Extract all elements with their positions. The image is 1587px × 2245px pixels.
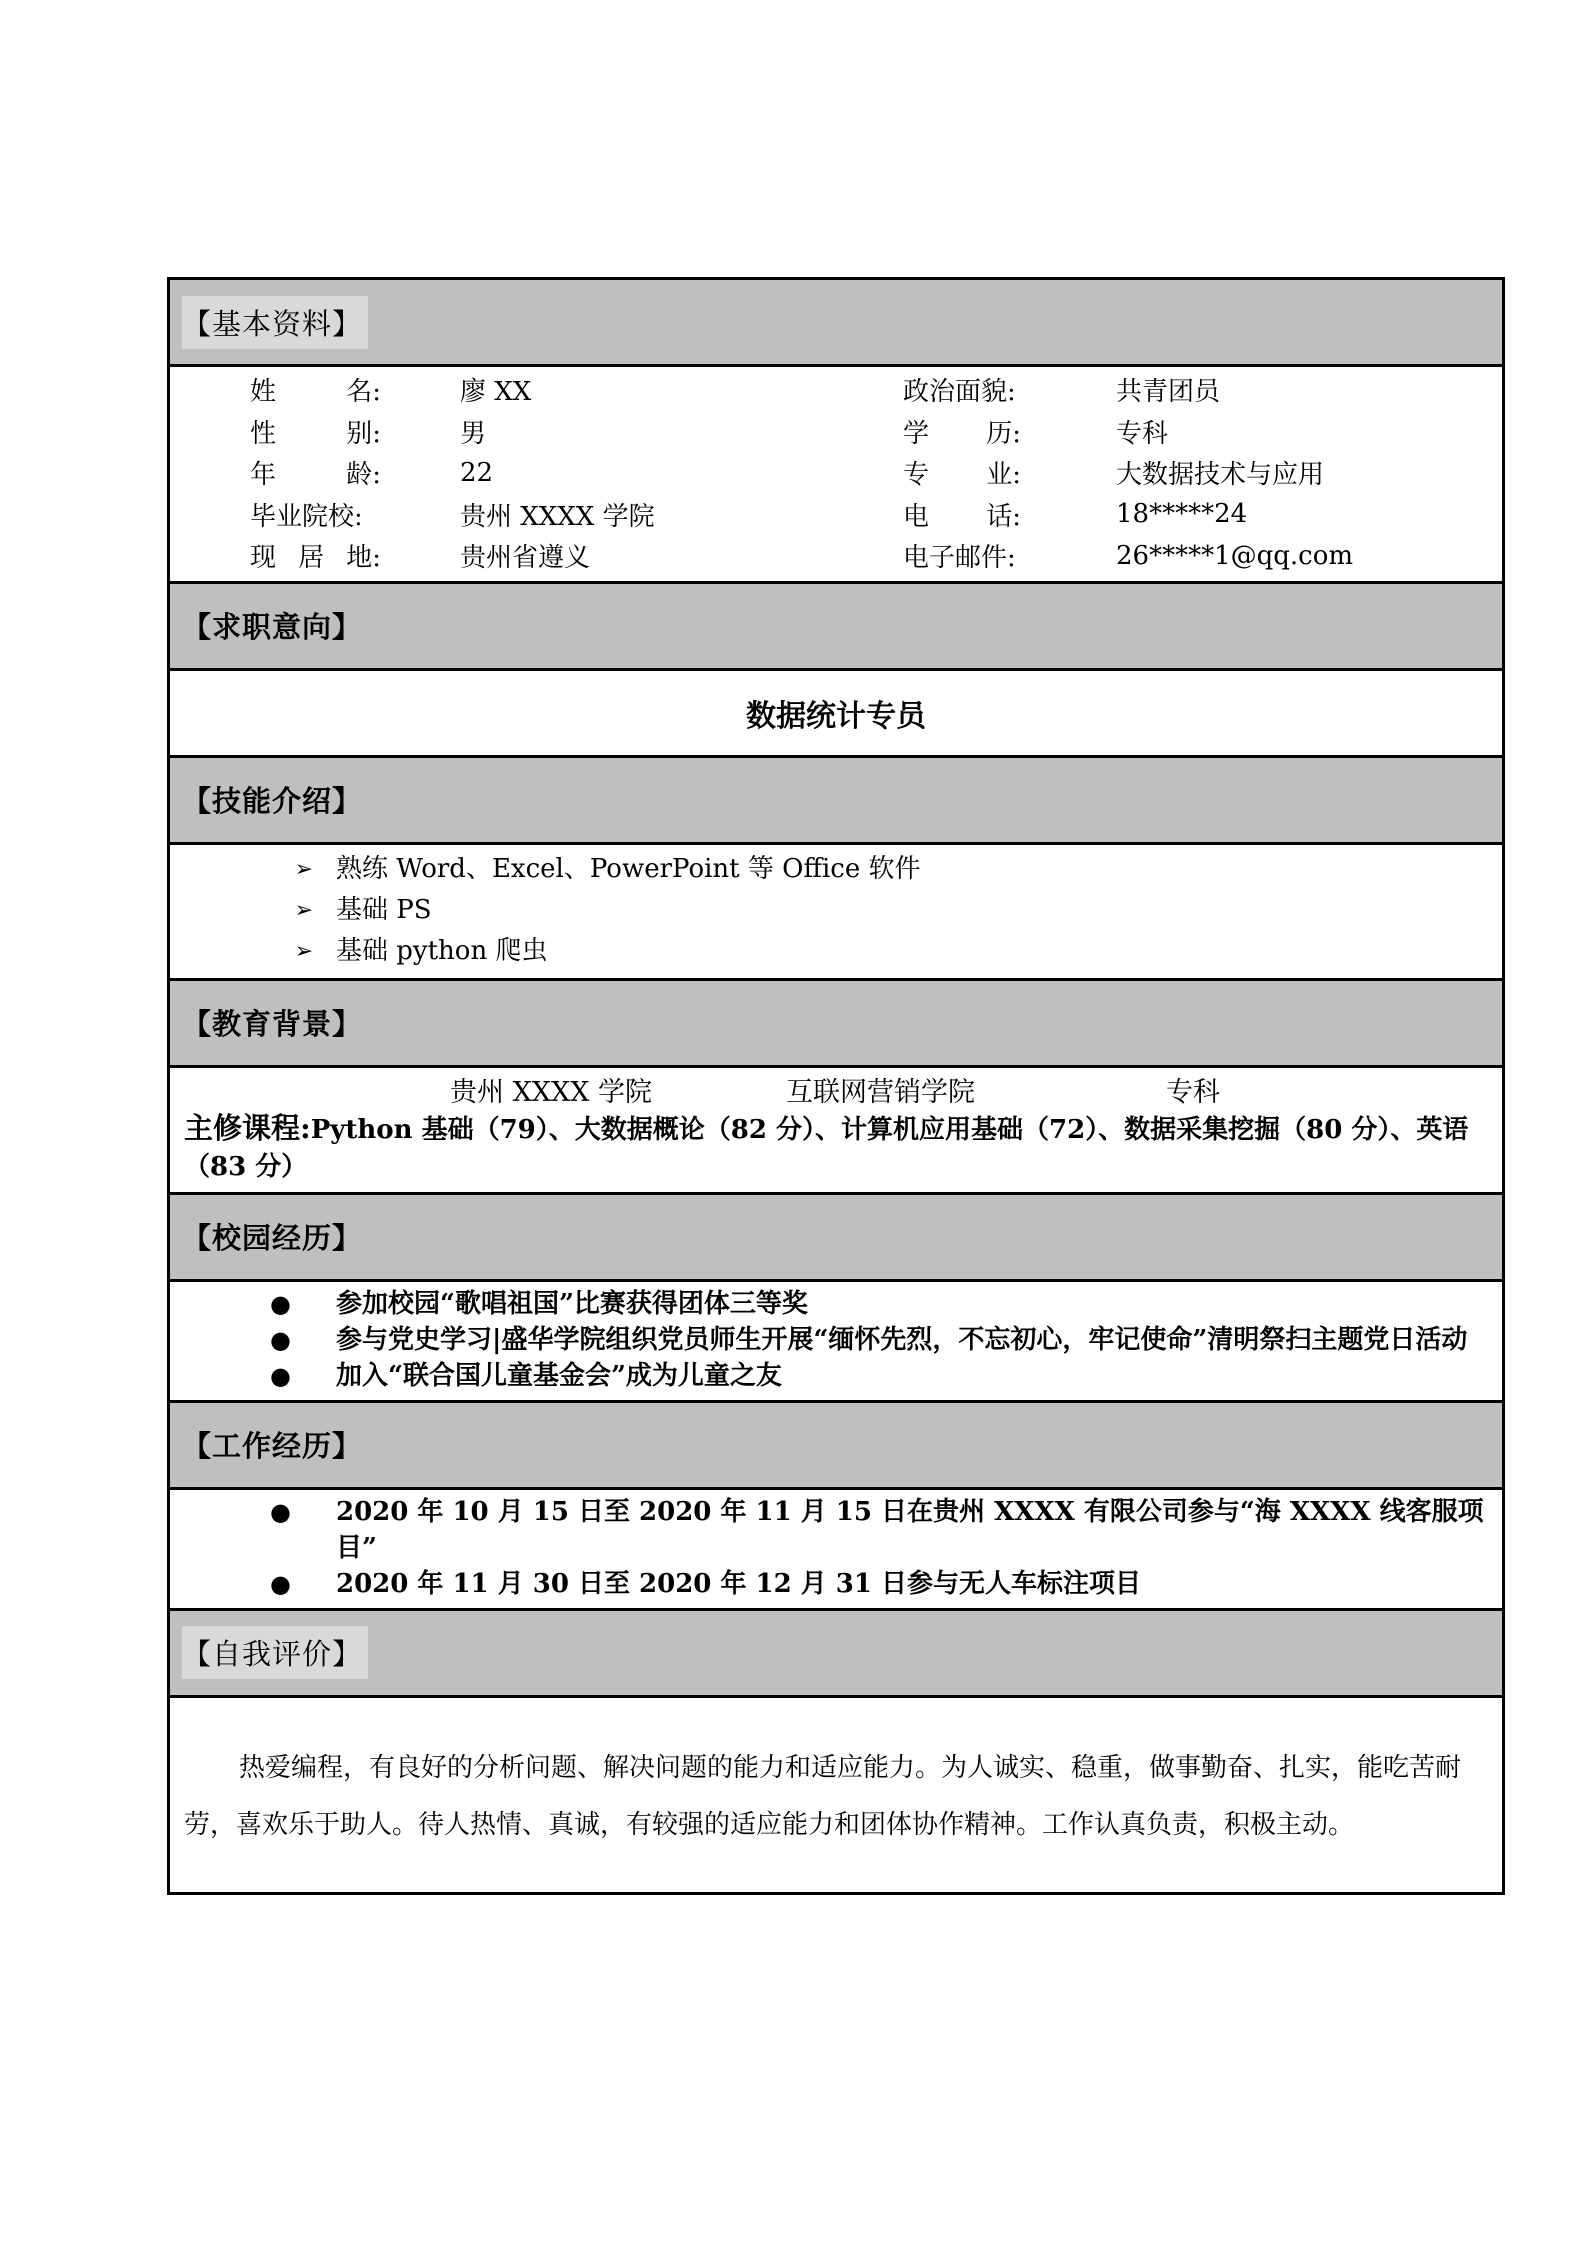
field-value: 共青团员 bbox=[1116, 377, 1221, 408]
section-title-campus: 【校园经历】 bbox=[182, 1221, 363, 1255]
arrow-bullet-icon: ➢ bbox=[294, 938, 313, 964]
field-value: 大数据技术与应用 bbox=[1116, 460, 1325, 491]
list-item: ● 2020 年 10 月 15 日至 2020 年 11 月 15 日在贵州 XXXX 有限公司参与“海 XXXX 线客服项目” bbox=[170, 1494, 1502, 1566]
field-label: 电 话: bbox=[903, 501, 1021, 532]
courses bbox=[184, 1110, 1502, 1186]
info-row bbox=[170, 494, 1502, 536]
list-item: ● 参加校园“歌唱祖国”比赛获得团体三等奖 bbox=[170, 1286, 1502, 1322]
work-list bbox=[170, 1490, 1502, 1608]
field-value: 廖 XX bbox=[460, 377, 532, 408]
degree: 专科 bbox=[1166, 1077, 1220, 1108]
section-header-basic bbox=[170, 280, 1502, 367]
courses-label: 主修课程: bbox=[184, 1110, 311, 1145]
list-item: ➢ 基础 python 爬虫 bbox=[170, 931, 1502, 972]
field-label: 毕业院校: bbox=[250, 501, 363, 532]
courses-list: Python 基础（79）、大数据概论（82 分）、计算机应用基础（72）、数据采集挖掘（80 分）、英语（83 分） bbox=[184, 1114, 1469, 1182]
school-name: 贵州 XXXX 学院 bbox=[450, 1077, 653, 1108]
field-value: 22 bbox=[460, 457, 494, 488]
dot-bullet-icon: ● bbox=[270, 1324, 291, 1354]
job-intent bbox=[170, 671, 1502, 758]
job-position: 数据统计专员 bbox=[746, 698, 926, 734]
field-value: 贵州省遵义 bbox=[460, 543, 591, 574]
dot-bullet-icon: ● bbox=[270, 1360, 291, 1390]
campus-list bbox=[170, 1282, 1502, 1400]
basic-info bbox=[170, 367, 1502, 584]
section-title-work: 【工作经历】 bbox=[182, 1429, 363, 1463]
education bbox=[170, 1068, 1502, 1195]
section-header-skills bbox=[170, 758, 1502, 845]
list-item: ● 加入“联合国儿童基金会”成为儿童之友 bbox=[170, 1358, 1502, 1394]
info-row bbox=[170, 369, 1502, 411]
self-evaluation-text: 热爱编程，有良好的分析问题、解决问题的能力和适应能力。为人诚实、稳重，做事勤奋、扎实，能吃苦耐劳，喜欢乐于助人。待人热情、真诚，有较强的适应能力和团体协作精神。工作认真负责，积极主动。 bbox=[184, 1752, 1462, 1840]
education-summary bbox=[184, 1070, 1502, 1110]
field-value: 26*****1@qq.com bbox=[1116, 540, 1354, 571]
dot-bullet-icon: ● bbox=[270, 1288, 291, 1318]
field-label: 现 居 地: bbox=[250, 543, 381, 574]
section-title-intent: 【求职意向】 bbox=[182, 610, 363, 644]
field-value: 专科 bbox=[1116, 418, 1169, 449]
section-title-education: 【教育背景】 bbox=[182, 1007, 363, 1041]
field-label: 政治面貌: bbox=[903, 377, 1016, 408]
info-row bbox=[170, 452, 1502, 494]
section-title-basic: 【基本资料】 bbox=[182, 296, 368, 349]
section-header-campus bbox=[170, 1195, 1502, 1282]
arrow-bullet-icon: ➢ bbox=[294, 897, 313, 923]
list-item: ➢ 熟练 Word、Excel、PowerPoint 等 Office 软件 bbox=[170, 849, 1502, 890]
arrow-bullet-icon: ➢ bbox=[294, 856, 313, 882]
section-header-work bbox=[170, 1403, 1502, 1490]
info-row bbox=[170, 535, 1502, 577]
section-header-intent bbox=[170, 584, 1502, 671]
list-item: ● 2020 年 11 月 30 日至 2020 年 12 月 31 日参与无人车标注项目 bbox=[170, 1566, 1502, 1602]
list-item: ➢ 基础 PS bbox=[170, 890, 1502, 931]
section-header-self bbox=[170, 1611, 1502, 1698]
skills bbox=[170, 845, 1502, 981]
info-row bbox=[170, 411, 1502, 453]
field-label: 专 业: bbox=[903, 460, 1021, 491]
section-title-self: 【自我评价】 bbox=[182, 1626, 368, 1679]
field-label: 学 历: bbox=[903, 418, 1021, 449]
field-label: 姓 名: bbox=[250, 377, 381, 408]
college-name: 互联网营销学院 bbox=[786, 1077, 975, 1108]
list-item: ● 参与党史学习|盛华学院组织党员师生开展“缅怀先烈，不忘初心，牢记使命”清明祭扫主题党日活动 bbox=[170, 1322, 1502, 1358]
field-value: 18*****24 bbox=[1116, 499, 1248, 530]
section-title-skills: 【技能介绍】 bbox=[182, 784, 363, 818]
skills-list bbox=[170, 845, 1502, 978]
section-header-education bbox=[170, 981, 1502, 1068]
field-label: 年 龄: bbox=[250, 460, 381, 491]
campus bbox=[170, 1282, 1502, 1403]
field-value: 男 bbox=[460, 418, 487, 449]
field-label: 电子邮件: bbox=[903, 543, 1016, 574]
resume-table bbox=[167, 277, 1505, 1895]
field-label: 性 别: bbox=[250, 418, 381, 449]
field-value: 贵州 XXXX 学院 bbox=[460, 501, 655, 532]
dot-bullet-icon: ● bbox=[270, 1568, 291, 1598]
work bbox=[170, 1490, 1502, 1611]
self-evaluation bbox=[170, 1698, 1502, 1892]
dot-bullet-icon: ● bbox=[270, 1496, 291, 1526]
